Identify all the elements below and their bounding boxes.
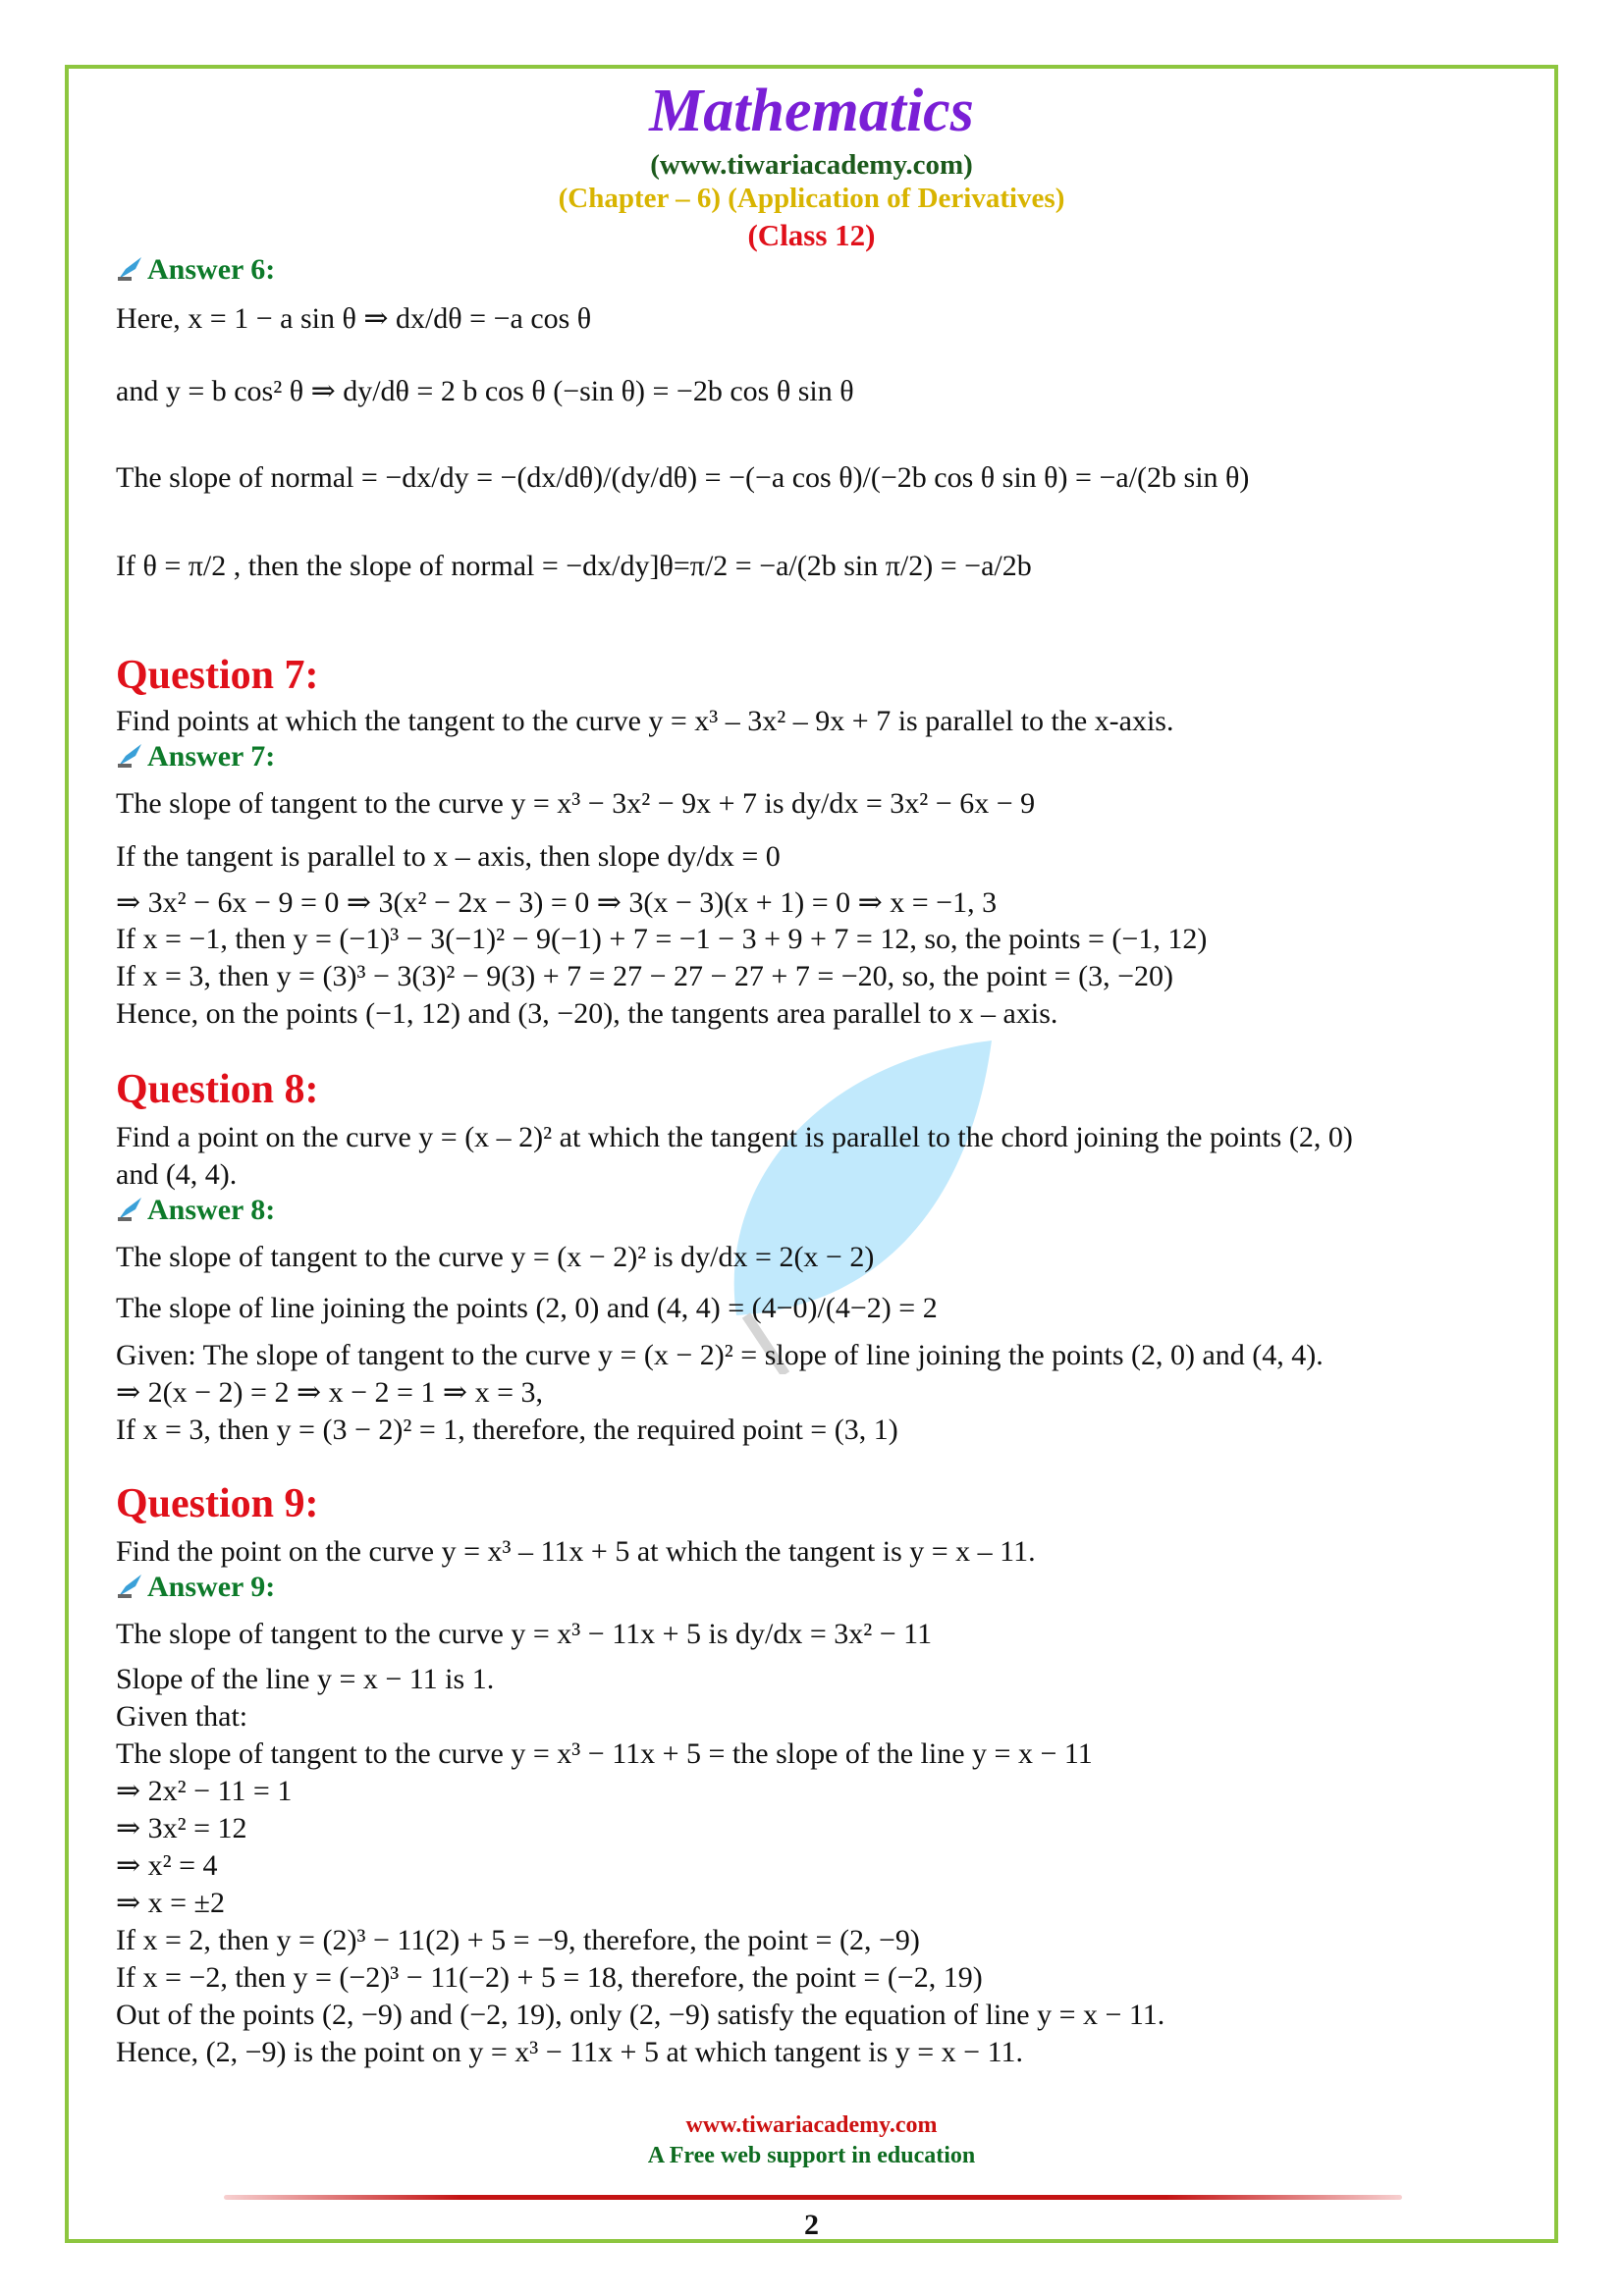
- answer-9-line-11: Out of the points (2, −9) and (−2, 19), only (2, −9) satisfy the equation of line y = x − 11.: [116, 1999, 1165, 2031]
- answer-8-line-2: The slope of line joining the points (2, 0) and (4, 4) = (4−0)/(4−2) = 2: [116, 1292, 938, 1324]
- pen-icon: [116, 1571, 145, 1600]
- answer-7-line-5: If x = 3, then y = (3)³ − 3(3)² − 9(3) + 7 = 27 − 27 − 27 + 7 = −20, so, the point = (3, −20): [116, 960, 1173, 992]
- header-class: (Class 12): [747, 218, 876, 252]
- page-number: 2: [804, 2209, 819, 2241]
- answer-9-line-10: If x = −2, then y = (−2)³ − 11(−2) + 5 = 18, therefore, the point = (−2, 19): [116, 1961, 983, 1994]
- answer-9-line-2: Slope of the line y = x − 11 is 1.: [116, 1663, 495, 1695]
- answer-8-heading: [116, 1194, 275, 1227]
- pen-icon: [116, 1194, 145, 1223]
- answer-6-line-2: and y = b cos² θ ⇒ dy/dθ = 2 b cos θ (−sin θ) = −2b cos θ sin θ: [116, 375, 854, 407]
- question-8-text-2: and (4, 4).: [116, 1158, 238, 1191]
- answer-7-line-1: The slope of tangent to the curve y = x³ − 3x² − 9x + 7 is dy/dx = 3x² − 6x − 9: [116, 787, 1036, 820]
- answer-7-line-2: If the tangent is parallel to x – axis, then slope dy/dx = 0: [116, 840, 781, 873]
- answer-9-line-9: If x = 2, then y = (2)³ − 11(2) + 5 = −9, therefore, the point = (2, −9): [116, 1924, 920, 1956]
- answer-9-line-5: ⇒ 2x² − 11 = 1: [116, 1775, 293, 1807]
- pen-icon: [116, 740, 145, 770]
- question-7-text: Find points at which the tangent to the curve y = x³ – 3x² – 9x + 7 is parallel to the x-axis.: [116, 705, 1174, 737]
- answer-6-heading: [116, 253, 275, 287]
- answer-6-line-3: The slope of normal = −dx/dy = −(dx/dθ)/(dy/dθ) = −(−a cos θ)/(−2b cos θ sin θ) = −a/(2b sin θ): [116, 461, 1250, 494]
- answer-7-label: Answer 7:: [147, 740, 276, 773]
- answer-9-line-7: ⇒ x² = 4: [116, 1849, 218, 1882]
- answer-6-line-1: Here, x = 1 − a sin θ ⇒ dx/dθ = −a cos θ: [116, 302, 592, 335]
- answer-9-line-6: ⇒ 3x² = 12: [116, 1812, 247, 1844]
- answer-9-line-1: The slope of tangent to the curve y = x³ − 11x + 5 is dy/dx = 3x² − 11: [116, 1618, 933, 1650]
- page-title: Mathematics: [649, 78, 974, 144]
- answer-8-line-3: Given: The slope of tangent to the curve y = (x − 2)² = slope of line joining the points (2, 0) and (4, 4).: [116, 1339, 1324, 1371]
- answer-9-line-12: Hence, (2, −9) is the point on y = x³ − 11x + 5 at which tangent is y = x − 11.: [116, 2036, 1023, 2068]
- header-chapter: (Chapter – 6) (Application of Derivatives): [558, 183, 1065, 214]
- question-8-heading: Question 8:: [116, 1067, 319, 1112]
- footer-site: www.tiwariacademy.com: [685, 2112, 938, 2138]
- question-7-heading: Question 7:: [116, 653, 319, 698]
- answer-7-line-4: If x = −1, then y = (−1)³ − 3(−1)² − 9(−1) + 7 = −1 − 3 + 9 + 7 = 12, so, the points = (−1, 12): [116, 923, 1208, 955]
- answer-6-label: Answer 6:: [147, 253, 276, 286]
- answer-9-line-3: Given that:: [116, 1700, 248, 1733]
- answer-7-line-6: Hence, on the points (−1, 12) and (3, −20), the tangents area parallel to x – axis.: [116, 997, 1058, 1030]
- header-site: (www.tiwariacademy.com): [650, 149, 973, 181]
- answer-9-label: Answer 9:: [147, 1571, 276, 1603]
- answer-7-heading: [116, 740, 275, 774]
- question-9-text: Find the point on the curve y = x³ – 11x + 5 at which the tangent is y = x – 11.: [116, 1535, 1036, 1568]
- answer-9-line-8: ⇒ x = ±2: [116, 1887, 226, 1919]
- footer-tagline: A Free web support in education: [647, 2143, 976, 2168]
- pen-icon: [116, 253, 145, 283]
- question-9-heading: Question 9:: [116, 1481, 319, 1526]
- answer-8-line-5: If x = 3, then y = (3 − 2)² = 1, therefore, the required point = (3, 1): [116, 1414, 898, 1446]
- footer-rule: [224, 2195, 1402, 2200]
- answer-7-line-3: ⇒ 3x² − 6x − 9 = 0 ⇒ 3(x² − 2x − 3) = 0 ⇒ 3(x − 3)(x + 1) = 0 ⇒ x = −1, 3: [116, 886, 998, 919]
- answer-8-label: Answer 8:: [147, 1194, 276, 1226]
- answer-9-line-4: The slope of tangent to the curve y = x³ − 11x + 5 = the slope of the line y = x − 11: [116, 1737, 1093, 1770]
- answer-8-line-1: The slope of tangent to the curve y = (x − 2)² is dy/dx = 2(x − 2): [116, 1241, 875, 1273]
- answer-6-line-4: If θ = π/2 , then the slope of normal = −dx/dy]θ=π/2 = −a/(2b sin π/2) = −a/2b: [116, 550, 1032, 582]
- question-8-text-1: Find a point on the curve y = (x – 2)² at which the tangent is parallel to the chord joining the points (2, 0): [116, 1121, 1353, 1153]
- answer-9-heading: [116, 1571, 275, 1604]
- answer-8-line-4: ⇒ 2(x − 2) = 2 ⇒ x − 2 = 1 ⇒ x = 3,: [116, 1376, 543, 1409]
